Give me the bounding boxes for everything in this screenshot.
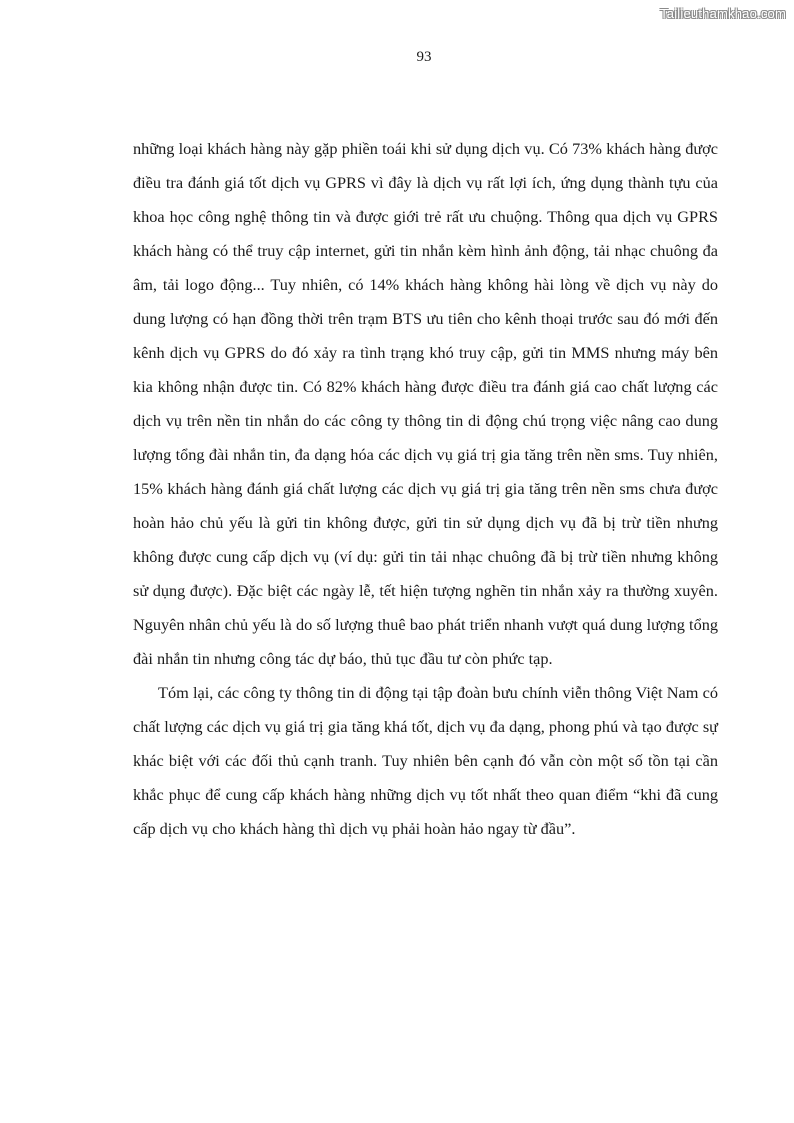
paragraph-continued: những loại khách hàng này gặp phiền toái khi sử dụng dịch vụ. Có 73% khách hàng được điều tra đánh giá tốt dịch vụ GPRS vì đây là dịch vụ rất lợi ích, ứng dụng thành tựu của khoa học công nghệ thông tin và được giới trẻ rất ưu chuộng. Thông qua dịch vụ GPRS khách hàng có thể truy cập internet, gửi tin nhắn kèm hình ảnh động, tải nhạc chuông đa âm, tải logo động... Tuy nhiên, có 14% khách hàng không hài lòng về dịch vụ này do dung lượng có hạn đồng thời trên trạm BTS ưu tiên cho kênh thoại trước sau đó mới đến kênh dịch vụ GPRS do đó xảy ra tình trạng khó truy cập, gửi tin MMS nhưng máy bên kia không nhận được tin. Có 82% khách hàng được điều tra đánh giá cao chất lượng các dịch vụ trên nền tin nhắn do các công ty thông tin di động chú trọng việc nâng cao dung lượng tổng đài nhắn tin, đa dạng hóa các dịch vụ giá trị gia tăng trên nền sms. Tuy nhiên, 15% khách hàng đánh giá chất lượng các dịch vụ giá trị gia tăng trên nền sms chưa được hoàn hảo chủ yếu là gửi tin không được, gửi tin sử dụng dịch vụ đã bị trừ tiền nhưng không được cung cấp dịch vụ (ví dụ: gửi tin tải nhạc chuông đã bị trừ tiền nhưng không sử dụng được). Đặc biệt các ngày lễ, tết hiện tượng nghẽn tin nhắn xảy ra thường xuyên. Nguyên nhân chủ yếu là do số lượng thuê bao phát triển nhanh vượt quá dung lượng tổng đài nhắn tin nhưng công tác dự báo, thủ tục đầu tư còn phức tạp.	[133, 139, 718, 668]
site-watermark: Tailieuthamkhao.com	[660, 6, 786, 21]
paragraph-summary: Tóm lại, các công ty thông tin di động tại tập đoàn bưu chính viễn thông Việt Nam có chất lượng các dịch vụ giá trị gia tăng khá tốt, dịch vụ đa dạng, phong phú và tạo được sự khác biệt với các đối thủ cạnh tranh. Tuy nhiên bên cạnh đó vẫn còn một số tồn tại cần khắc phục để cung cấp khách hàng những dịch vụ tốt nhất theo quan điểm “khi đã cung cấp dịch vụ cho khách hàng thì dịch vụ phải hoàn hảo ngay từ đầu”.	[133, 683, 718, 838]
document-body	[133, 132, 718, 846]
page-number: 93	[416, 49, 432, 65]
